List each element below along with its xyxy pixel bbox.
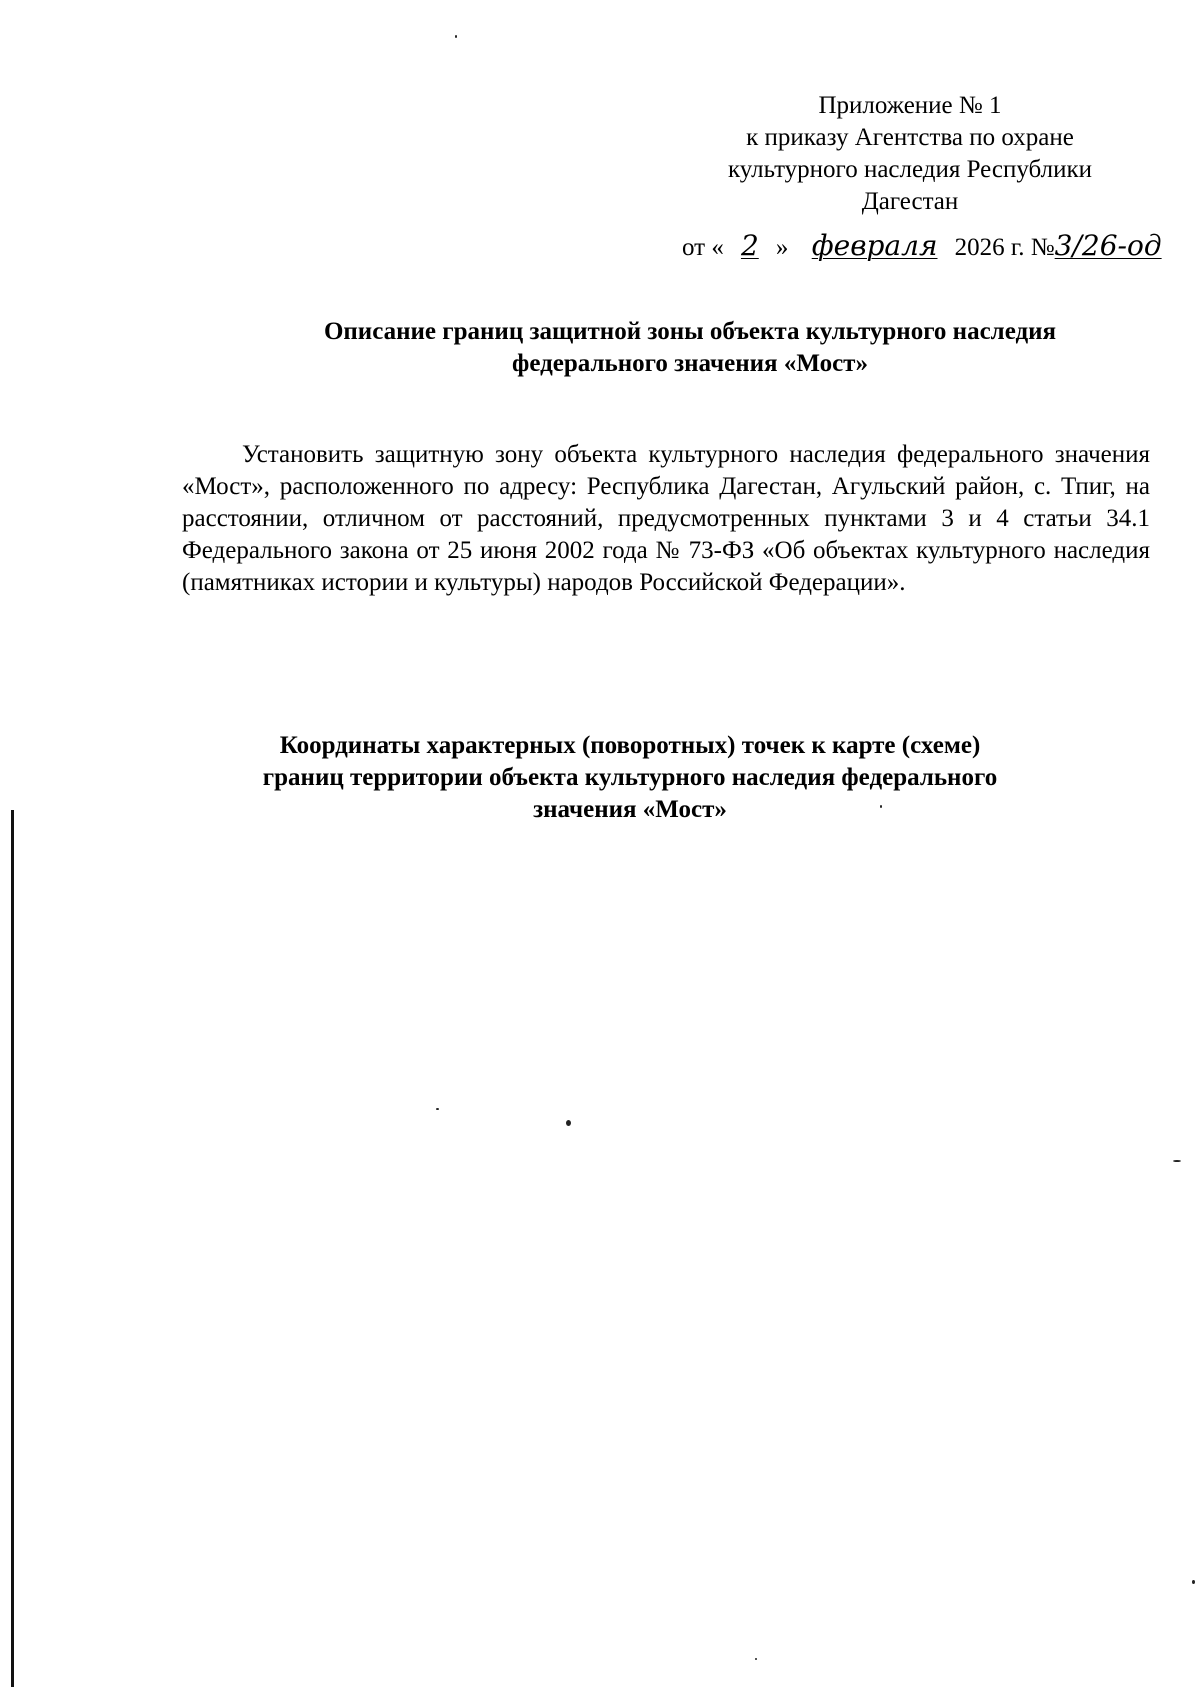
boundaries-heading-line-2: федерального значения «Мост»	[512, 350, 868, 377]
scan-speck	[436, 1108, 439, 1110]
scan-speck	[566, 1120, 571, 1126]
scan-speck	[755, 1658, 757, 1660]
boundaries-heading	[160, 316, 1200, 380]
order-month-handwritten: февраля	[811, 229, 938, 262]
scan-speck	[1192, 1580, 1195, 1584]
coordinates-heading	[150, 730, 1110, 826]
scan-speck	[455, 35, 457, 38]
annex-agency-ref: культурного наследия Республики	[727, 156, 1093, 183]
coordinates-heading-line-1: Координаты характерных (поворотных) точек к карте (схеме)	[279, 732, 981, 759]
order-number-handwritten: 3/26-од	[1054, 229, 1162, 262]
protective-zone-paragraph: Установить защитную зону объекта культурного наследия федерального значения «Мост», расположенного по адресу: Республика Дагестан, Агульский район, с. Тпиг, на расстоянии, отличном от расстояний, предусмотренных пунктами 3 и 4 статьи 34.1 Федерального закона от 25 июня 2002 года № 73-ФЗ «Об объектах культурного наследия (памятниках истории и культуры) народов Российской Федерации».	[182, 441, 1150, 596]
order-date-line	[682, 230, 1165, 264]
scan-speck	[880, 805, 882, 808]
order-date-prefix: от «	[682, 234, 724, 261]
coordinates-heading-line-3: значения «Мост»	[533, 796, 727, 823]
annex-order-ref: к приказу Агентства по охране	[746, 124, 1074, 151]
annex-region: Дагестан	[861, 188, 959, 215]
boundaries-heading-line-1: Описание границ защитной зоны объекта культурного наследия	[323, 318, 1057, 345]
annex-reference-block	[680, 90, 1140, 218]
order-day-handwritten: 2	[740, 229, 759, 262]
order-year-number-label: 2026 г. №	[954, 234, 1055, 261]
scan-speck	[1173, 1160, 1181, 1162]
coordinates-heading-line-2: границ территории объекта культурного наследия федерального	[262, 764, 998, 791]
annex-title: Приложение № 1	[818, 92, 1002, 119]
order-date-quote-close: »	[775, 234, 789, 261]
scan-margin-line	[11, 810, 14, 1687]
